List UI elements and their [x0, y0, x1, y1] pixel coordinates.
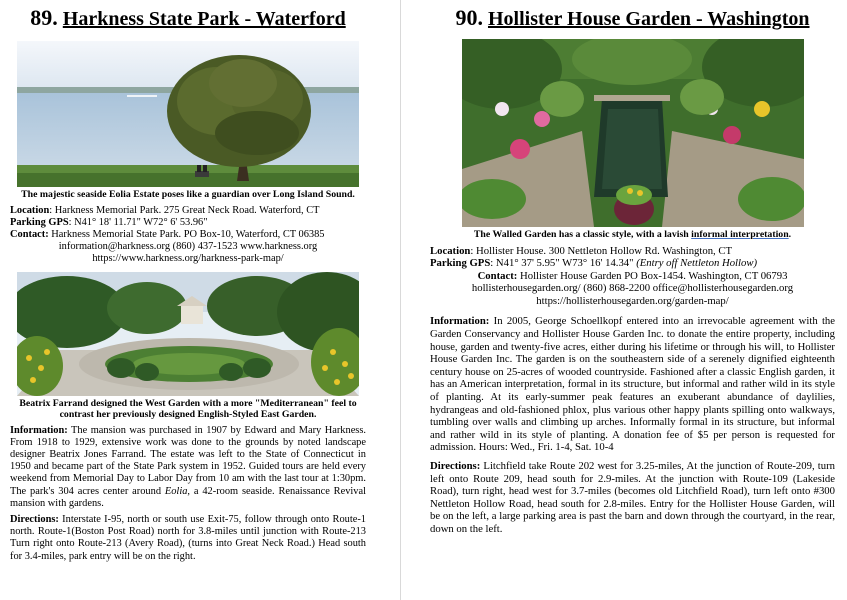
left-gps-label: Parking GPS: [10, 216, 69, 228]
right-gps-value: : N41° 37' 5.95" W73° 16' 14.34": [490, 257, 637, 270]
right-directions-label: Directions:: [430, 460, 481, 472]
left-contact-line3[interactable]: https://www.harkness.org/harkness-park-map/: [92, 253, 284, 265]
left-location-value: : Harkness Memorial Park. 275 Great Neck Road. Waterford, CT: [49, 204, 320, 216]
right-page-title: [430, 6, 835, 31]
left-location-label: Location: [10, 204, 50, 216]
right-contact-value: Hollister House Garden PO Box-1454. Washington, CT 06793: [517, 269, 788, 282]
harkness-west-garden-photo: [17, 272, 359, 396]
hollister-walled-garden-photo: [462, 39, 804, 227]
harkness-seaside-caption: The majestic seaside Eolia Estate poses like a guardian over Long Island Sound.: [21, 189, 355, 200]
right-title-number: 90.: [455, 5, 483, 30]
left-gps-row: [10, 217, 366, 229]
right-contact-line2[interactable]: hollisterhousegarden.org/ (860) 868-2200 office@hollisterhousegarden.org: [471, 282, 794, 295]
hollister-caption-link[interactable]: informal interpretation: [691, 229, 789, 240]
right-gps-row: [430, 257, 835, 270]
left-information-end: , a 42-room seaside. Renaissance Revival mansion with gardens.: [10, 485, 366, 509]
right-gps-label: Parking GPS: [430, 257, 491, 270]
left-information-label: Information:: [10, 424, 68, 436]
left-page: [0, 0, 378, 600]
left-contact-line2[interactable]: information@harkness.org (860) 437-1523 www.harkness.org: [58, 241, 318, 253]
page-gutter: [378, 0, 420, 600]
left-contact-row: [10, 229, 366, 241]
right-page: [420, 0, 847, 600]
right-contact-label: Contact:: [477, 269, 518, 282]
left-directions-label: Directions:: [10, 513, 59, 525]
right-contact-block: [430, 245, 835, 308]
right-location-label: Location: [430, 244, 471, 257]
left-directions-text: Interstate I-95, north or south use Exit-75, follow through onto Route-1 north. Route-1(Boston Post Road) north for 3.8-miles until junction with Route-213 Turn right onto Route-213 (Avery Road), (turns into Great Neck Road.) Head south for 3.4-miles, park entry will be on the right.: [10, 513, 366, 562]
left-information-eolia: Eolia: [164, 485, 188, 497]
left-contact-label: Contact:: [10, 228, 49, 240]
left-page-title: [10, 6, 366, 31]
left-location-row: [10, 205, 366, 217]
left-title-number: 89.: [30, 5, 58, 30]
left-information-text: The mansion was purchased in 1907 by Edward and Mary Harkness. From 1918 to 1929, extensive work was done to the grounds by noted landscape designer Beatrix Jones Farrand. The estate was left to the State of Connecticut in 1950 and became part of the State Park system in 1952. Guided tours are held every weekend from Memorial Day to Labor Day from 10 am with the last tour at 1:30pm. The park's 304 acres center around: [10, 424, 366, 497]
right-information-label: Information:: [430, 315, 490, 328]
left-contact-block: [10, 205, 366, 266]
hollister-caption-main: The Walled Garden has a classic style, with a lavish: [473, 229, 692, 240]
right-directions-paragraph: [430, 460, 835, 536]
caption-farrand-name: Beatrix Farrand: [19, 397, 89, 409]
right-title-text: Hollister House Garden - Washington: [487, 8, 810, 30]
right-contact-row: [430, 270, 835, 283]
left-gps-value: : N41° 18' 11.71" W72° 6' 53.96": [68, 216, 208, 228]
left-information-paragraph: [10, 425, 366, 510]
left-contact-value: Harkness Memorial State Park. PO Box-10, Waterford, CT 06385: [48, 228, 325, 240]
left-title-text: Harkness State Park - Waterford: [62, 8, 346, 30]
harkness-west-garden-caption: [10, 398, 366, 421]
right-contact-line3[interactable]: https://hollisterhousegarden.org/garden-map/: [536, 294, 729, 307]
gutter-divider: [400, 0, 401, 600]
caption-farrand-rest: designed the West Garden with a more "Mediterranean" feel to contrast her previously designed English-Styled East Garden.: [59, 397, 357, 421]
right-information-paragraph: [430, 315, 835, 454]
right-location-row: [430, 245, 835, 258]
right-location-value: : Hollister House. 300 Nettleton Hollow Rd. Washington, CT: [470, 244, 733, 257]
hollister-walled-garden-caption: [430, 229, 835, 241]
hollister-caption-end: .: [788, 229, 792, 240]
harkness-seaside-photo: [17, 41, 359, 187]
right-directions-text: Litchfield take Route 202 west for 3.25-miles, At the junction of Route-209, turn left onto Route 209, head south for 2.9-miles. At the junction with Route-109 (Lakeside Road), turn right, head west for 3.7-miles (becomes old Litchfield Road), turn left onto #300 Nettleton Hollow Road, head south for 2.8-miles. Entry for the Hollister House Garden, will be on the left, a large parking area is past the barn and down through the courtyard, in the rear, down on the left.: [430, 460, 835, 535]
right-gps-note: (Entry off Nettleton Hollow): [636, 257, 758, 270]
right-information-text: In 2005, George Schoellkopf entered into an irrevocable agreement with the Garden Conservancy and Hollister House Garden Inc. to donate the entire property, including house, garden and twenty-five acres, either during his lifetime or through his will, to Hollister House Garden Inc. The garden is on the southeastern side of a serenely dignified eighteenth century house on 25-acres of wooded countryside. Fashioned after a classic English garden, it has an American interpretation, formal in its structure, but informal and rather wild in its style of planting. At its early-summer peak features an exuberant abundance of daylilies, hydrangeas and old-fashioned phlox, plus various other happy plants spilling onto walkways, tumbling over walls and climbing up arches. Informally formal in its structure, but informal and rather wild in its style of planting. A donation fee of $5 per person is requested for admission. Hours: Wed., Fri. 1-4, Sat. 10-4: [430, 315, 835, 454]
left-directions-paragraph: [10, 514, 366, 563]
